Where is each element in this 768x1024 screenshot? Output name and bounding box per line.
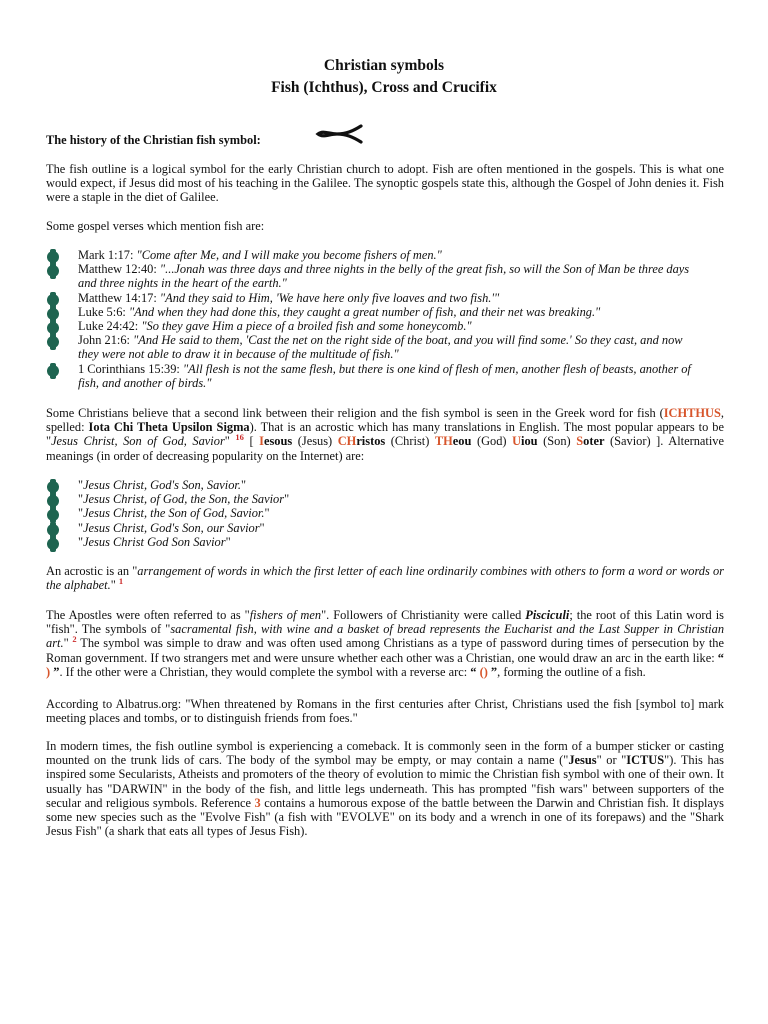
bullet-icon: [47, 308, 59, 320]
verse-ref: John 21:6:: [78, 333, 134, 348]
bullet-icon: [47, 336, 59, 348]
bullet-icon: [47, 265, 59, 277]
bullet-icon: [47, 322, 59, 334]
modern-paragraph: In modern times, the fish outline symbol is experiencing a comeback. It is commonly seen in the form of a bumper sticker or casting mounted on the trunk lids of cars. The body of the symbol may be empty, or may contain a name ("Jesus" or "ICTUS"). This has inspired some Secularists, Atheists and promoters of the theory of evolution to mimic the Christian fish symbol with one of their own. It usually has "DARWIN" in the body of the fish, and little legs underneath. This has prompted "fish wars" between supporters of the secular and religious symbols. Reference 3 contains a humorous expose of the battle between the Darwin and Christian fish. It displays some new species such as the "Evolve Fish" (a fish with "EVOLVE" on its body and a wrench in one of its forepaws) and the "Shark Jesus Fish" (a shark that eats all types of Jesus Fish).: [46, 739, 724, 839]
page-subtitle: Fish (Ichthus), Cross and Crucifix: [271, 79, 497, 96]
list-item: "Jesus Christ, of God, the Son, the Savior": [46, 492, 706, 506]
albatrus-paragraph: According to Albatrus.org: "When threatened by Romans in the first centuries after Christ, Christians used the fish [symbol to] mark meeting places and tombs, or to distinguish friends from foes.": [46, 697, 724, 726]
list-item: [46, 262, 706, 290]
list-item: "Jesus Christ, God's Son, our Savior": [46, 521, 706, 535]
reference-marker[interactable]: 1: [118, 576, 124, 587]
bullet-icon: [47, 509, 59, 521]
verse-ref: Matthew 12:40:: [78, 262, 160, 277]
acrostic-paragraph: Some Christians believe that a second link between their religion and the fish symbol is seen in the Greek word for fish (ICHTHUS, spelled: Iota Chi Theta Upsilon Sigma). That is an acrostic which has many translations in English. The most popular appears to be "Jesus Christ, Son of God, Savior" $^{16}$ [ Iesous (Jesus) CHristos (Christ) THeou (God) Uiou (Son) Soter (Savior) ]. Alternative meanings (in order of decreasing popularity on the Internet) are:: [46, 406, 724, 463]
verse-ref: Mark 1:17:: [78, 248, 137, 262]
list-item: [46, 362, 706, 390]
section-heading: The history of the Christian fish symbol:: [46, 133, 261, 147]
bullet-icon: [47, 538, 59, 550]
bullet-icon: [47, 524, 59, 536]
reference-marker[interactable]: 3: [254, 795, 261, 810]
verse-ref: 1 Corinthians 15:39:: [78, 361, 183, 376]
verse-text: "Come after Me, and I will make you become fishers of men.": [136, 248, 442, 262]
bullet-icon: [47, 481, 59, 493]
list-item: "Jesus Christ, God's Son, Savior.": [46, 478, 706, 492]
verse-list: [46, 248, 706, 390]
list-item: "Jesus Christ God Son Savior": [46, 535, 706, 549]
reference-marker[interactable]: 2: [72, 634, 77, 645]
list-item: [46, 305, 706, 319]
verse-text: "And when they had done this, they caught a great number of fish, and their net was breaking.": [128, 304, 601, 319]
reference-marker[interactable]: 16: [235, 432, 244, 443]
ichthus-word: ICHTHUS: [663, 406, 721, 420]
list-item: [46, 333, 706, 361]
bullet-icon: [47, 294, 59, 306]
list-item: "Jesus Christ, the Son of God, Savior.": [46, 506, 706, 520]
verse-text: "And He said to them, 'Cast the net on the right side of the boat, and you will find some.' So they cast, and now they were not able to draw it in because of the multitude of fish.": [78, 333, 683, 362]
list-item: [46, 291, 706, 305]
acrostic-definition: An acrostic is an "arrangement of words in which the first letter of each line ordinarily combines with others to form a word or words or the alphabet." $^1$: [46, 564, 724, 593]
verses-intro: Some gospel verses which mention fish are:: [46, 219, 265, 233]
intro-paragraph: The fish outline is a logical symbol for the early Christian church to adopt. Fish are often mentioned in the gospels. This is what one would expect, if Jesus did most of his teaching in the Galilee. The synoptic gospels state this, although the Gospel of John denies it. Fish were a staple in the diet of Galilee.: [46, 162, 724, 205]
bullet-icon: [47, 365, 59, 377]
bullet-icon: [47, 251, 59, 263]
fish-icon: [315, 123, 365, 145]
bullet-icon: [47, 495, 59, 507]
verse-ref: Luke 24:42:: [78, 319, 142, 334]
list-item: [46, 248, 706, 262]
verse-ref: Luke 5:6:: [78, 304, 129, 319]
list-item: [46, 319, 706, 333]
verse-text: "...Jonah was three days and three nights in the belly of the great fish, so will the Son of Man be three days and three nights in the heart of the earth.": [78, 262, 690, 291]
motto-text: Jesus Christ, Son of God, Savior: [51, 434, 225, 449]
meaning-list: [46, 478, 706, 549]
verse-text: "All flesh is not the same flesh, but there is one kind of flesh of men, another flesh of beasts, another of fish, and another of birds.": [78, 361, 691, 390]
spelled-word: Iota Chi Theta Upsilon Sigma: [88, 420, 250, 435]
page-title: Christian symbols: [323, 57, 445, 74]
verse-text: "So they gave Him a piece of a broiled fish and some honeycomb.": [141, 319, 472, 334]
verse-text: "And they said to Him, 'We have here only five loaves and two fish.'": [159, 290, 500, 305]
verse-ref: Matthew 14:17:: [78, 290, 160, 305]
apostles-paragraph: The Apostles were often referred to as "fishers of men". Followers of Christianity were called Pisciculi; the root of this Latin word is "fish". The symbols of "sacramental fish, with wine and a basket of bread represents the Eucharist and the Last Supper in Christian art." $^2$ The symbol was simple to draw and was often used among Christians as a type of password during times of persecution by the Roman government. If two strangers met and were unsure whether each other was a Christian, one would draw an arc in the earth like: “ ) ”. If the other were a Christian, they would complete the symbol with a reverse arc: “ () ”, forming the outline of a fish.: [46, 608, 725, 679]
